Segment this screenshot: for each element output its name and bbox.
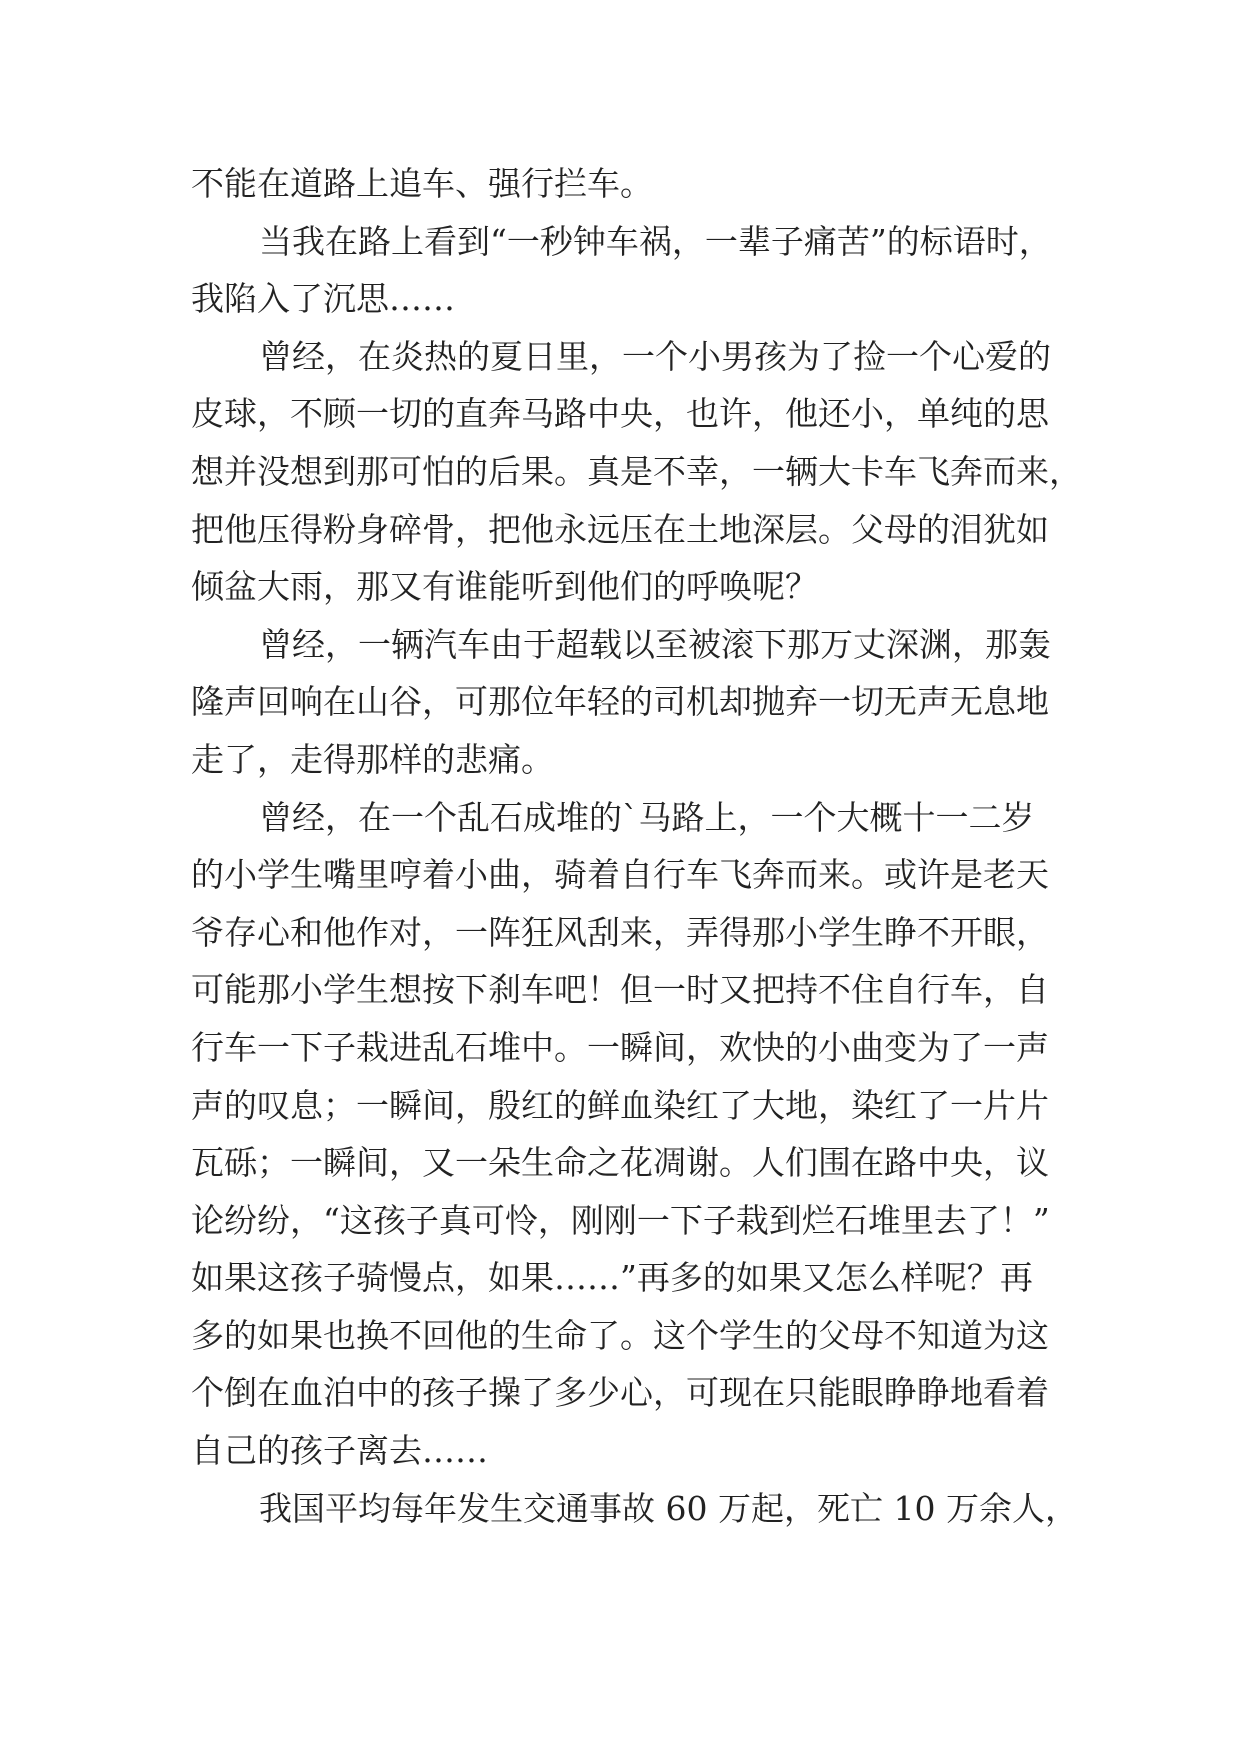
paragraph-first-line: 曾经，一辆汽车由于超载以至被滚下那万丈深渊，那轰 bbox=[259, 624, 1051, 664]
text-line: 多的如果也换不回他的生命了。这个学生的父母不知道为这 bbox=[191, 1315, 1049, 1355]
paragraph-first-line: 我国平均每年发生交通事故 60 万起，死亡 10 万余人， bbox=[259, 1488, 1078, 1528]
text-line: 论纷纷，“这孩子真可怜，刚刚一下子栽到烂石堆里去了！” bbox=[191, 1200, 1050, 1240]
paragraph-first-line: 曾经，在一个乱石成堆的`马路上，一个大概十一二岁 bbox=[259, 797, 1035, 837]
text-line: 行车一下子栽进乱石堆中。一瞬间，欢快的小曲变为了一声 bbox=[191, 1027, 1049, 1067]
text-line: 皮球，不顾一切的直奔马路中央，也许，他还小，单纯的思 bbox=[191, 394, 1049, 434]
text-line: 瓦砾；一瞬间，又一朵生命之花凋谢。人们围在路中央，议 bbox=[191, 1143, 1049, 1183]
text-line: 可能那小学生想按下刹车吧！但一时又把持不住自行车，自 bbox=[191, 970, 1049, 1010]
text-line: 爷存心和他作对，一阵狂风刮来，弄得那小学生睁不开眼， bbox=[191, 912, 1049, 952]
text-line: 倾盆大雨，那又有谁能听到他们的呼唤呢？ bbox=[191, 567, 818, 607]
text-line: 把他压得粉身碎骨，把他永远压在土地深层。父母的泪犹如 bbox=[191, 509, 1049, 549]
text-line: 的小学生嘴里哼着小曲，骑着自行车飞奔而来。或许是老天 bbox=[191, 855, 1049, 895]
text-line: 不能在道路上追车、强行拦车。 bbox=[191, 164, 653, 203]
text-line: 如果这孩子骑慢点，如果……”再多的如果又怎么样呢？再 bbox=[191, 1258, 1033, 1298]
text-line: 隆声回响在山谷，可那位年轻的司机却抛弃一切无声无息地 bbox=[191, 682, 1049, 722]
text-line: 走了，走得那样的悲痛。 bbox=[191, 739, 554, 779]
text-line: 我陷入了沉思…… bbox=[191, 279, 455, 319]
text-line: 想并没想到那可怕的后果。真是不幸，一辆大卡车飞奔而来， bbox=[191, 451, 1082, 491]
paragraph-first-line: 曾经，在炎热的夏日里，一个小男孩为了捡一个心爱的 bbox=[259, 336, 1051, 376]
body-text bbox=[191, 155, 1082, 1537]
text-line: 声的叹息；一瞬间，殷红的鲜血染红了大地，染红了一片片 bbox=[191, 1085, 1049, 1125]
paragraph-first-line: 当我在路上看到“一秒钟车祸，一辈子痛苦”的标语时， bbox=[259, 221, 1052, 261]
text-line: 自己的孩子离去…… bbox=[191, 1431, 488, 1471]
text-line: 个倒在血泊中的孩子操了多少心，可现在只能眼睁睁地看着 bbox=[191, 1373, 1049, 1413]
